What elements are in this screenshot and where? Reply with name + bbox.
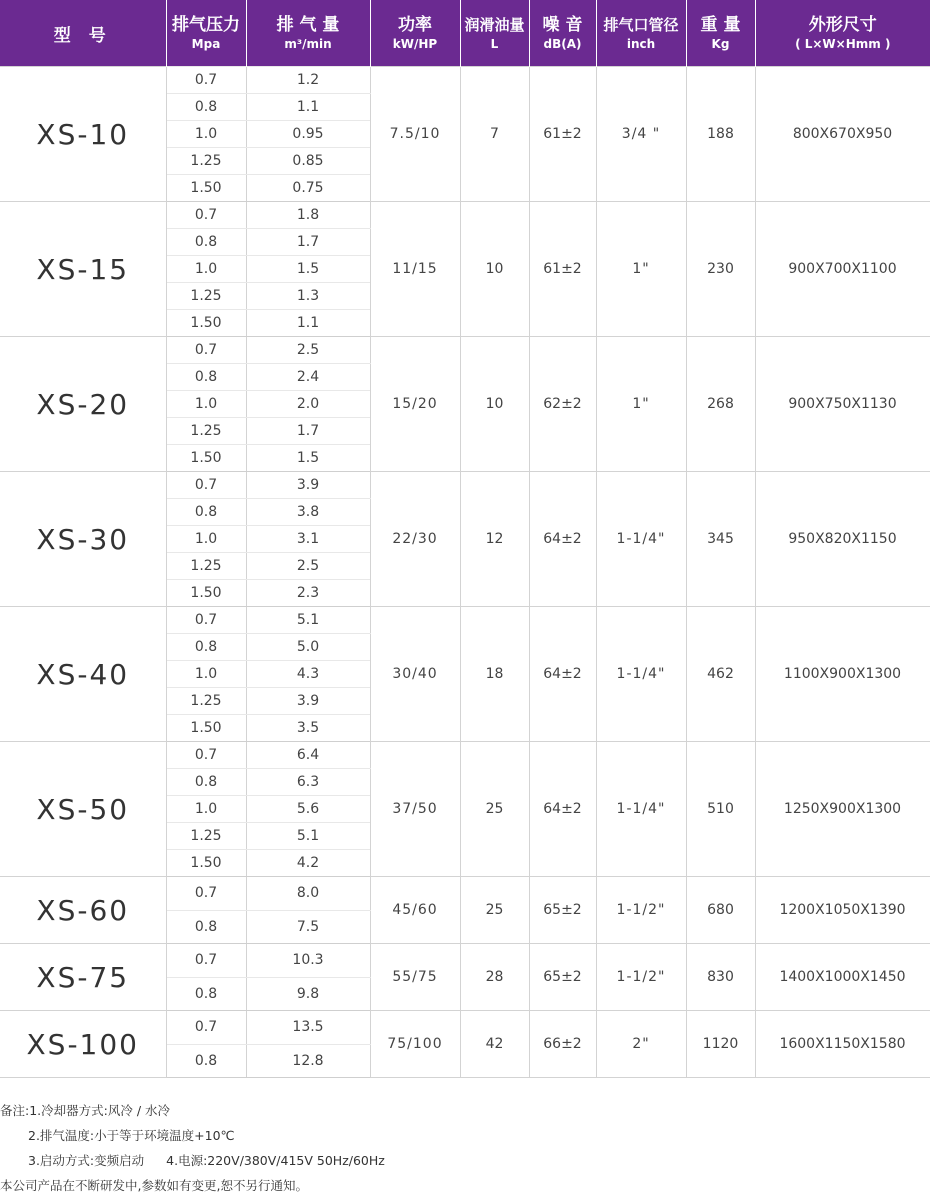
flow-value: 2.0 (246, 391, 370, 418)
pressure-value: 0.8 (166, 229, 246, 256)
flow-value: 1.7 (246, 229, 370, 256)
flow-value: 1.3 (246, 283, 370, 310)
pressure-value: 0.8 (166, 1044, 246, 1078)
flow-value: 1.8 (246, 202, 370, 229)
noise-value: 61±2 (529, 67, 596, 202)
noise-value: 64±2 (529, 472, 596, 607)
flow-value: 0.95 (246, 121, 370, 148)
table-row (0, 472, 930, 499)
flow-value: 4.2 (246, 850, 370, 877)
weight-value: 1120 (686, 1011, 755, 1078)
table-row (0, 742, 930, 769)
pressure-value: 1.0 (166, 121, 246, 148)
dims-value: 950X820X1150 (755, 472, 930, 607)
table-row (0, 337, 930, 364)
pressure-value: 1.50 (166, 580, 246, 607)
flow-value: 3.8 (246, 499, 370, 526)
flow-value: 2.5 (246, 553, 370, 580)
spec-table-body (0, 67, 930, 1078)
flow-value: 1.5 (246, 445, 370, 472)
oil-value: 28 (460, 944, 529, 1011)
weight-value: 268 (686, 337, 755, 472)
header-weight: 重 量 Kg (686, 0, 755, 67)
pressure-value: 0.7 (166, 1011, 246, 1045)
noise-value: 66±2 (529, 1011, 596, 1078)
oil-value: 12 (460, 472, 529, 607)
table-row (0, 1011, 930, 1045)
pressure-value: 0.8 (166, 977, 246, 1011)
model-name: XS-20 (0, 337, 166, 472)
header-power: 功率 kW/HP (370, 0, 460, 67)
table-row (0, 607, 930, 634)
flow-value: 1.2 (246, 67, 370, 94)
flow-value: 5.1 (246, 607, 370, 634)
noise-value: 62±2 (529, 337, 596, 472)
flow-value: 13.5 (246, 1011, 370, 1045)
pressure-value: 1.0 (166, 391, 246, 418)
flow-value: 2.4 (246, 364, 370, 391)
dims-value: 1400X1000X1450 (755, 944, 930, 1011)
weight-value: 462 (686, 607, 755, 742)
flow-value: 1.1 (246, 94, 370, 121)
pressure-value: 1.50 (166, 445, 246, 472)
flow-value: 0.85 (246, 148, 370, 175)
note-line-4: 本公司产品在不断研发中,参数如有变更,恕不另行通知。 (0, 1178, 308, 1193)
header-row (0, 0, 930, 67)
flow-value: 2.3 (246, 580, 370, 607)
flow-value: 6.4 (246, 742, 370, 769)
note-line-1: 备注:1.冷却器方式:风冷 / 水冷 (0, 1103, 171, 1118)
model-name: XS-75 (0, 944, 166, 1011)
header-pressure: 排气压力 Mpa (166, 0, 246, 67)
header-dims: 外形尺寸 ( L×W×Hmm ) (755, 0, 930, 67)
flow-value: 2.5 (246, 337, 370, 364)
pressure-value: 0.8 (166, 364, 246, 391)
table-row (0, 67, 930, 94)
header-outlet: 排气口管径 inch (596, 0, 686, 67)
pressure-value: 0.7 (166, 944, 246, 978)
outlet-value: 1-1/4" (596, 607, 686, 742)
pressure-value: 0.8 (166, 769, 246, 796)
oil-value: 10 (460, 202, 529, 337)
flow-value: 1.7 (246, 418, 370, 445)
power-value: 45/60 (370, 877, 460, 944)
outlet-value: 1-1/2" (596, 877, 686, 944)
weight-value: 230 (686, 202, 755, 337)
notes (0, 1098, 930, 1198)
flow-value: 12.8 (246, 1044, 370, 1078)
oil-value: 10 (460, 337, 529, 472)
flow-value: 0.75 (246, 175, 370, 202)
model-name: XS-40 (0, 607, 166, 742)
flow-value: 4.3 (246, 661, 370, 688)
dims-value: 1100X900X1300 (755, 607, 930, 742)
header-model: 型 号 (0, 0, 166, 67)
pressure-value: 1.50 (166, 850, 246, 877)
dims-value: 1250X900X1300 (755, 742, 930, 877)
weight-value: 345 (686, 472, 755, 607)
dims-value: 900X750X1130 (755, 337, 930, 472)
header-oil: 润滑油量 L (460, 0, 529, 67)
oil-value: 7 (460, 67, 529, 202)
pressure-value: 0.8 (166, 910, 246, 944)
noise-value: 64±2 (529, 742, 596, 877)
pressure-value: 1.0 (166, 796, 246, 823)
pressure-value: 0.7 (166, 67, 246, 94)
pressure-value: 1.25 (166, 418, 246, 445)
outlet-value: 1-1/4" (596, 742, 686, 877)
pressure-value: 1.25 (166, 283, 246, 310)
outlet-value: 1" (596, 337, 686, 472)
flow-value: 10.3 (246, 944, 370, 978)
flow-value: 5.1 (246, 823, 370, 850)
power-value: 11/15 (370, 202, 460, 337)
oil-value: 18 (460, 607, 529, 742)
pressure-value: 1.25 (166, 553, 246, 580)
power-value: 15/20 (370, 337, 460, 472)
pressure-value: 0.7 (166, 877, 246, 911)
weight-value: 510 (686, 742, 755, 877)
flow-value: 7.5 (246, 910, 370, 944)
pressure-value: 0.7 (166, 742, 246, 769)
flow-value: 1.1 (246, 310, 370, 337)
oil-value: 25 (460, 742, 529, 877)
outlet-value: 1" (596, 202, 686, 337)
outlet-value: 3/4 " (596, 67, 686, 202)
power-value: 7.5/10 (370, 67, 460, 202)
noise-value: 61±2 (529, 202, 596, 337)
dims-value: 800X670X950 (755, 67, 930, 202)
power-value: 37/50 (370, 742, 460, 877)
outlet-value: 1-1/4" (596, 472, 686, 607)
outlet-value: 1-1/2" (596, 944, 686, 1011)
flow-value: 8.0 (246, 877, 370, 911)
flow-value: 5.0 (246, 634, 370, 661)
pressure-value: 1.0 (166, 256, 246, 283)
pressure-value: 1.25 (166, 823, 246, 850)
weight-value: 680 (686, 877, 755, 944)
power-value: 55/75 (370, 944, 460, 1011)
pressure-value: 1.25 (166, 148, 246, 175)
power-value: 75/100 (370, 1011, 460, 1078)
model-name: XS-30 (0, 472, 166, 607)
flow-value: 3.9 (246, 472, 370, 499)
weight-value: 188 (686, 67, 755, 202)
flow-value: 5.6 (246, 796, 370, 823)
weight-value: 830 (686, 944, 755, 1011)
noise-value: 64±2 (529, 607, 596, 742)
noise-value: 65±2 (529, 944, 596, 1011)
power-value: 22/30 (370, 472, 460, 607)
pressure-value: 1.50 (166, 715, 246, 742)
model-name: XS-50 (0, 742, 166, 877)
pressure-value: 0.8 (166, 499, 246, 526)
model-name: XS-10 (0, 67, 166, 202)
flow-value: 6.3 (246, 769, 370, 796)
flow-value: 3.5 (246, 715, 370, 742)
header-flow: 排 气 量 m³/min (246, 0, 370, 67)
pressure-value: 1.25 (166, 688, 246, 715)
model-name: XS-100 (0, 1011, 166, 1078)
flow-value: 3.1 (246, 526, 370, 553)
oil-value: 25 (460, 877, 529, 944)
table-row (0, 202, 930, 229)
model-name: XS-60 (0, 877, 166, 944)
pressure-value: 0.7 (166, 202, 246, 229)
pressure-value: 0.8 (166, 634, 246, 661)
pressure-value: 1.0 (166, 526, 246, 553)
pressure-value: 1.50 (166, 310, 246, 337)
note-line-3: 3.启动方式:变频启动 4.电源:220V/380V/415V 50Hz/60Hz (28, 1153, 385, 1168)
pressure-value: 0.7 (166, 337, 246, 364)
pressure-value: 1.50 (166, 175, 246, 202)
pressure-value: 0.7 (166, 607, 246, 634)
pressure-value: 0.8 (166, 94, 246, 121)
outlet-value: 2" (596, 1011, 686, 1078)
power-value: 30/40 (370, 607, 460, 742)
table-row (0, 877, 930, 911)
flow-value: 1.5 (246, 256, 370, 283)
dims-value: 1600X1150X1580 (755, 1011, 930, 1078)
note-line-2: 2.排气温度:小于等于环境温度+10℃ (28, 1128, 235, 1143)
pressure-value: 0.7 (166, 472, 246, 499)
noise-value: 65±2 (529, 877, 596, 944)
flow-value: 3.9 (246, 688, 370, 715)
dims-value: 900X700X1100 (755, 202, 930, 337)
header-noise: 噪 音 dB(A) (529, 0, 596, 67)
model-name: XS-15 (0, 202, 166, 337)
table-row (0, 944, 930, 978)
oil-value: 42 (460, 1011, 529, 1078)
dims-value: 1200X1050X1390 (755, 877, 930, 944)
flow-value: 9.8 (246, 977, 370, 1011)
pressure-value: 1.0 (166, 661, 246, 688)
